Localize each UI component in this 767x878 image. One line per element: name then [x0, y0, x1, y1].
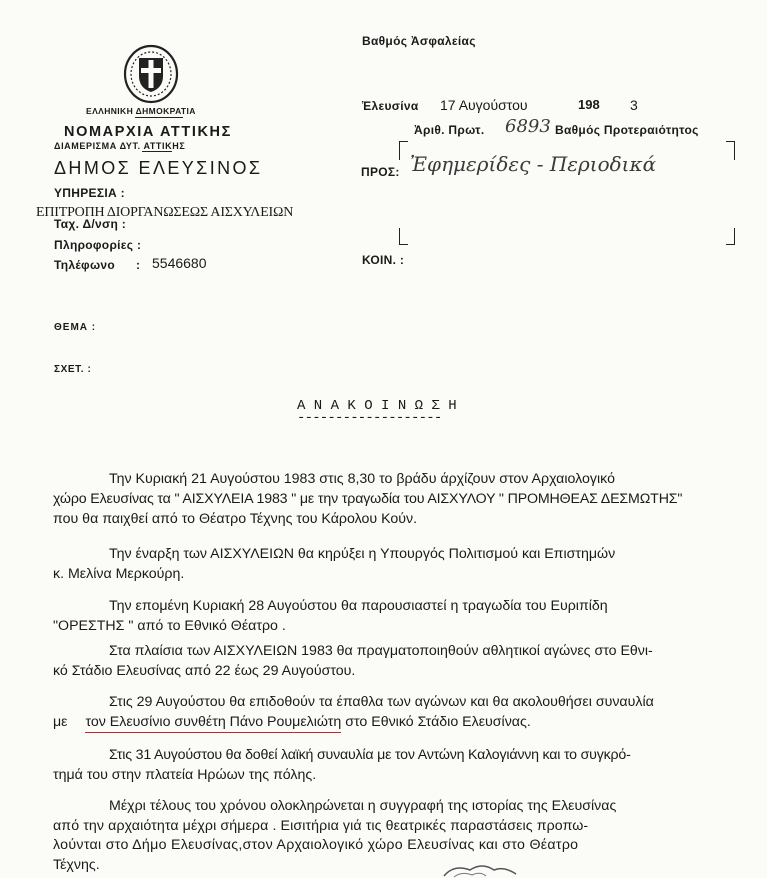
- phone-value: 5546680: [152, 255, 207, 271]
- recipient-bracket-top-right: [726, 141, 735, 160]
- protocol-number-handwritten: 6893: [505, 116, 551, 137]
- document-title: Α Ν Α Κ Ο Ι Ν Ω Σ Η: [297, 398, 457, 414]
- paragraph-folk-concert: [53, 745, 758, 785]
- priority-label: Βαθμός Προτεραιότητος: [555, 123, 699, 137]
- security-level-label: Βαθμός Ἀσφαλείας: [362, 34, 476, 48]
- address-label: Ταχ. Δ/νση :: [54, 217, 127, 231]
- text-line: κ. Μελίνα Μερκούρη.: [53, 566, 185, 582]
- cc-label: ΚΟΙΝ. :: [362, 253, 405, 267]
- text-fragment: στο Εθνικό Στάδιο Ελευσίνας.: [345, 714, 531, 730]
- paragraph-orestes: [53, 596, 758, 636]
- coat-of-arms-emblem: [122, 44, 180, 104]
- stamp-smudge: [440, 862, 520, 878]
- country-label: ΕΛΛΗΝΙΚΗ ΔΗΜΟΚΡΑΤΙΑ: [86, 106, 196, 116]
- paragraph-inauguration: [53, 544, 758, 584]
- paragraph-history-tickets: [53, 797, 758, 875]
- text-line: Στις 31 Αυγούστου θα δοθεί λαϊκή συναυλία με τον Αντώνη Καλογιάννη και το συγκρό-: [109, 747, 631, 763]
- phone-label: Τηλέφωνο: [54, 258, 115, 272]
- text-line: από την αρχαιότητα μέχρι σήμερα . Εισιτήρια γιά τις θεατρικές παραστάσεις προπω-: [53, 817, 589, 834]
- text-line: "ΟΡΕΣΤΗΣ " από το Εθνικό Θέατρο .: [53, 618, 286, 634]
- text-line: τημά του στην πλατεία Ηρώων της πόλης.: [53, 767, 317, 783]
- text-line: Την έναρξη των ΑΙΣΧΥΛΕΙΩΝ θα κηρύξει η Υπουργός Πολιτισμού και Επιστημών: [109, 546, 616, 562]
- text-line: Την επομένη Κυριακή 28 Αυγούστου θα παρουσιαστεί η τραγωδία του Ευριπίδη: [109, 598, 608, 614]
- recipient-bracket-bottom-right: [726, 228, 735, 245]
- text-line: κό Στάδιο Ελευσίνας από 22 έως 29 Αυγούστου.: [53, 663, 356, 679]
- info-label: Πληροφορίες :: [54, 238, 142, 252]
- service-value: ΕΠΙΤΡΟΠΗ ΔΙΟΡΓΑΝΩΣΕΩΣ ΑΙΣΧΥΛΕΙΩΝ: [36, 205, 294, 220]
- to-value-handwritten: Ἐφημερίδες - Περιοδικά: [410, 152, 657, 176]
- text-line: Την Κυριακή 21 Αυγούστου 1983 στις 8,30 το βράδυ άρχίζουν στον Αρχαιολογικό: [109, 471, 615, 487]
- text-line: που θα παιχθεί από το Θέατρο Τέχνης του Κάρολου Κούν.: [53, 511, 418, 527]
- text-line: Στα πλαίσια των ΑΙΣΧΥΛΕΙΩΝ 1983 θα πραγματοποιηθούν αθλητικοί αγώνες στο Εθνι-: [109, 643, 653, 659]
- phone-colon: :: [136, 258, 141, 272]
- protocol-label: Ἀριθ. Πρωτ.: [414, 123, 485, 137]
- text-line: [53, 712, 758, 732]
- text-line: χώρο Ελευσίνας τα " ΑΙΣΧΥΛΕΙΑ 1983 " με την τραγωδία του ΑΙΣΧΥΛΟΥ " ΠΡΟΜΗΘΕΑΣ ΔΕΣΜΩΤΗΣ": [53, 491, 683, 507]
- service-label: ΥΠΗΡΕΣΙΑ :: [54, 186, 125, 200]
- to-label: ΠΡΟΣ:: [361, 165, 400, 179]
- document-title-underline: -------------------: [297, 410, 442, 426]
- year-suffix: 3: [630, 97, 638, 113]
- subject-label: ΘΕΜΑ :: [54, 322, 97, 333]
- text-line: Τέχνης.: [53, 856, 100, 873]
- year-prefix: 198: [578, 97, 600, 112]
- text-line: λούνται στο Δήμο Ελευσίνας,στον Αρχαιολογικό χώρο Ελευσίνας και στο Θέατρο: [53, 837, 579, 853]
- text-fragment: με: [53, 714, 68, 730]
- recipient-bracket-bottom-left: [399, 228, 408, 245]
- district-label: ΔΙΑΜΕΡΙΣΜΑ ΔΥΤ. ΑΤΤΙΚΗΣ: [54, 141, 186, 151]
- text-line: Στις 29 Αυγούστου θα επιδοθούν τα έπαθλα των αγώνων και θα ακολουθήσει συναυλία: [109, 694, 654, 710]
- paragraph-awards-concert: [53, 692, 758, 732]
- municipality-label: ΔΗΜΟΣ ΕΛΕΥΣΙΝΟΣ: [54, 158, 263, 178]
- paragraph-opening: [53, 469, 758, 529]
- prefecture-label: ΝΟΜΑΡΧΙΑ ΑΤΤΙΚΗΣ: [64, 124, 232, 140]
- underlined-composer-name: τον Ελευσίνιο συνθέτη Πάνο Ρουμελιώτη: [85, 714, 341, 733]
- text-line: Μέχρι τέλους του χρόνου ολοκληρώνεται η συγγραφή της ιστορίας της Ελευσίνας: [109, 798, 617, 814]
- date-day-month: 17 Αυγούστου: [440, 97, 528, 113]
- paragraph-athletic-games: [53, 641, 758, 681]
- country-underline: [135, 117, 183, 118]
- recipient-bracket-top-left: [399, 141, 408, 160]
- place-label: Ἐλευσίνα: [362, 99, 419, 113]
- reference-label: ΣΧΕΤ. :: [54, 364, 92, 375]
- district-underline: [142, 151, 172, 152]
